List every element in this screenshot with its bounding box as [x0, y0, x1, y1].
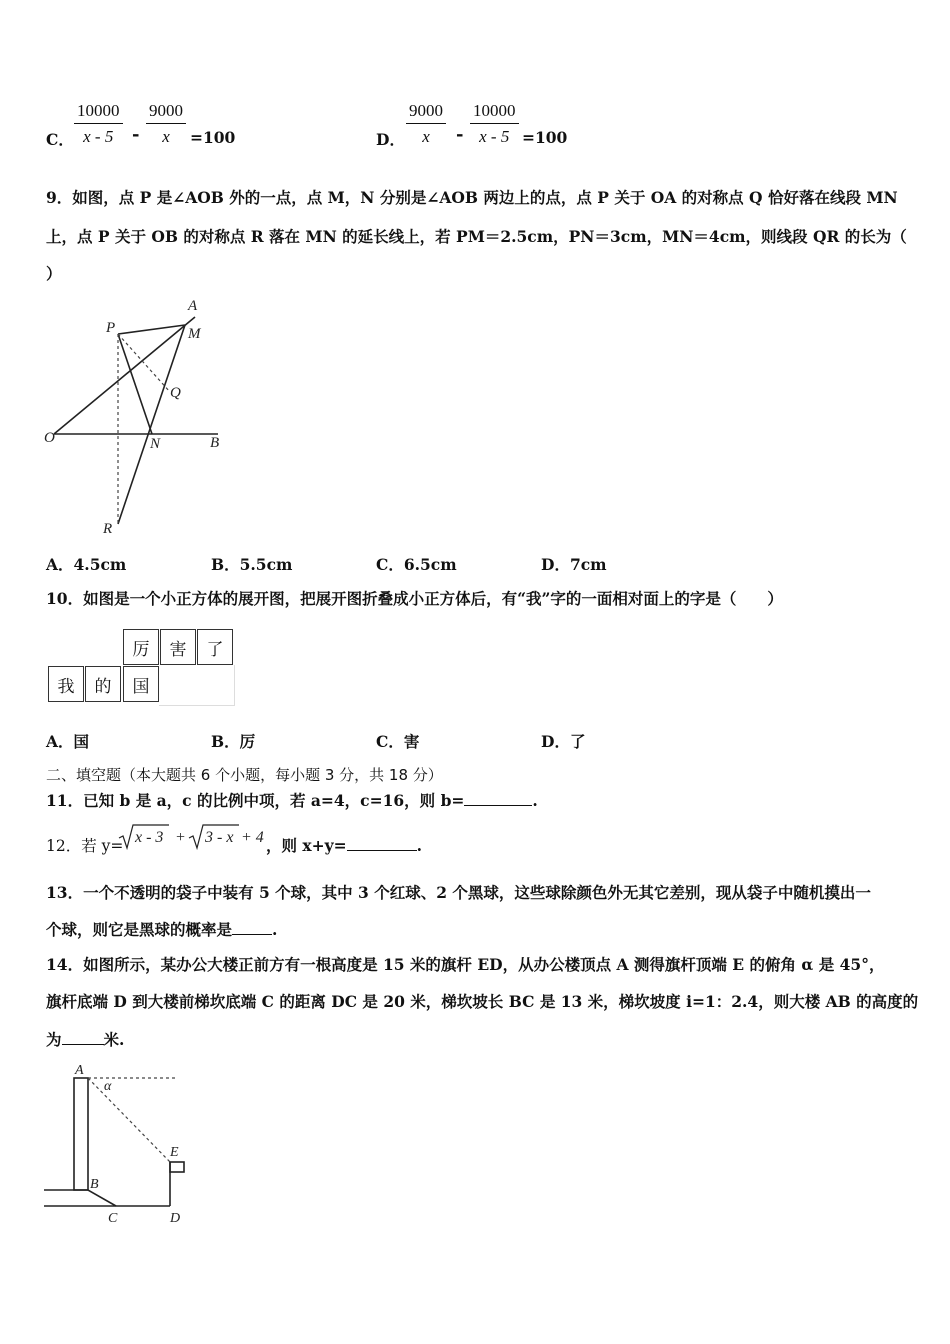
label-alpha: α [104, 1079, 112, 1094]
label-n: N [150, 436, 161, 452]
q10-option-a: A．国 [46, 732, 90, 751]
label-q: Q [170, 385, 181, 401]
fraction: $\frac{9000}{x}$ [146, 101, 186, 147]
label-m: M [188, 326, 201, 342]
label-r: R [103, 521, 113, 537]
net-cell: 害 [160, 629, 196, 665]
net-cell: 国 [123, 666, 159, 702]
svg-text:x - 3: x - 3 [135, 829, 164, 846]
q14-line-1: 14．如图所示，某办公大楼正前方有一根高度是 15 米的旗杆 ED，从办公楼顶点 A 测得旗杆顶端 E 的俯角 α 是 45°， [46, 955, 885, 974]
label-e: E [170, 1145, 179, 1160]
q10-option-b: B．厉 [211, 732, 256, 751]
label-d: D [170, 1211, 181, 1226]
q9-option-b: B．5.5cm [211, 555, 293, 574]
svg-text:+: + [175, 829, 186, 846]
q13-line-1: 13．一个不透明的袋子中装有 5 个球，其中 3 个红球、2 个黑球，这些球除颜色外无其它差别，现从袋子中随机摸出一 [46, 883, 871, 902]
q10-option-c: C．害 [376, 732, 420, 751]
q9-line-3: ） [46, 264, 62, 283]
answer-blank [347, 836, 417, 851]
svg-text:+ 4: + 4 [241, 829, 264, 846]
q9-option-c: C．6.5cm [376, 555, 457, 574]
q10-option-d: D．了 [541, 732, 586, 751]
q12: 12．若 y= [46, 837, 124, 855]
fraction: $\frac{10000}{x - 5}$ [470, 101, 519, 147]
cube-net [48, 629, 240, 707]
q13-line-2: 个球，则它是黑球的概率是 . [46, 920, 278, 939]
label-a: A [75, 1063, 84, 1078]
net-cell: 厉 [123, 629, 159, 665]
svg-text:3 - x: 3 - x [205, 829, 234, 846]
net-cell: 我 [48, 666, 84, 702]
section-heading: 二、填空题（本大题共 6 个小题，每小题 3 分，共 18 分） [46, 766, 443, 784]
q9-option-d: D．7cm [541, 555, 607, 574]
fraction: $\frac{10000}{x - 5}$ [74, 101, 123, 147]
answer-blank [464, 791, 532, 806]
label-a: A [188, 298, 198, 314]
fraction: $\frac{9000}{x}$ [406, 101, 446, 147]
q12-tail: ，则 x+y= . [266, 836, 423, 855]
divider [159, 705, 235, 706]
label-p: P [106, 320, 116, 336]
q14-figure [44, 1060, 204, 1230]
q11: 11．已知 b 是 a，c 的比例中项，若 a=4，c=16，则 b= . [46, 791, 538, 810]
net-cell: 的 [85, 666, 121, 702]
answer-blank [62, 1030, 104, 1045]
q10-text: 10．如图是一个小正方体的展开图，把展开图折叠成小正方体后，有“我”字的一面相对面上的字是（ ） [46, 589, 783, 608]
q9-option-a: A．4.5cm [46, 555, 127, 574]
divider [234, 665, 235, 705]
option-label: C． [46, 130, 74, 149]
q9-line-1: 9．如图，点 P 是∠AOB 外的一点，点 M，N 分别是∠AOB 两边上的点，点 P 关于 OA 的对称点 Q 恰好落在线段 MN [46, 188, 898, 207]
label-b: B [90, 1177, 99, 1192]
q14-line-2: 旗杆底端 D 到大楼前梯坎底端 C 的距离 DC 是 20 米，梯坎坡长 BC 是 13 米，梯坎坡度 i=1：2.4，则大楼 AB 的高度的 [46, 992, 919, 1011]
net-cell: 了 [197, 629, 233, 665]
option-label: D． [376, 130, 405, 149]
q9-line-2: 上，点 P 关于 OB 的对称点 R 落在 MN 的延长线上，若 PM＝2.5cm，PN＝3cm，MN＝4cm，则线段 QR 的长为（ [46, 227, 907, 246]
label-b: B [210, 435, 220, 451]
answer-blank [232, 920, 272, 935]
q14-line-3: 为 米. [46, 1030, 125, 1049]
label-c: C [108, 1211, 118, 1226]
q12-radical-expression [117, 822, 277, 854]
q9-figure [40, 292, 240, 542]
label-o: O [44, 430, 55, 446]
